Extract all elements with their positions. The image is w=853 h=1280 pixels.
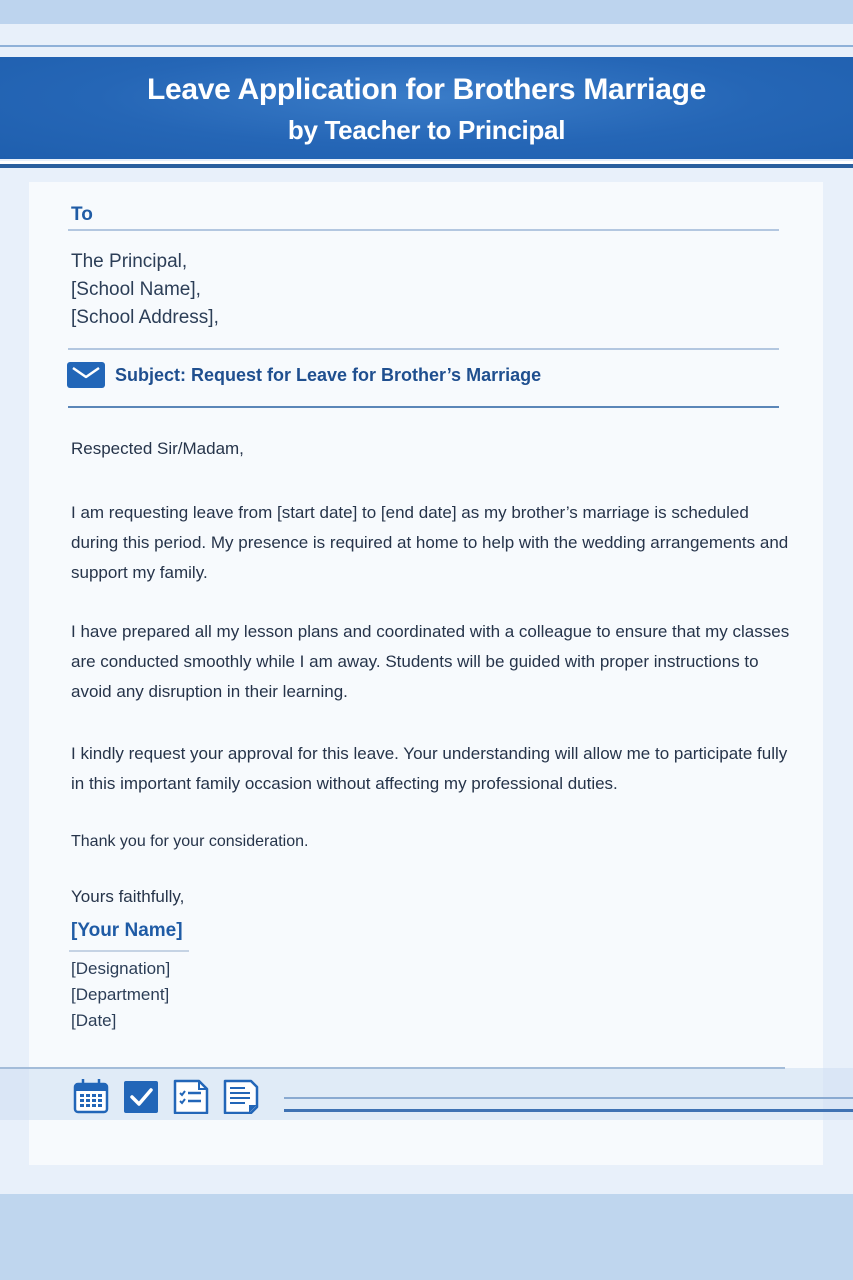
envelope-icon <box>67 362 105 388</box>
body-paragraph: I am requesting leave from [start date] to [end date] as my brother’s marriage is scheduled during this period. My presence is required at home to help with the wedding arrangements and support my family. <box>71 503 789 582</box>
letter-sheet <box>29 182 823 1165</box>
top-divider <box>0 45 853 47</box>
closing-line: Yours faithfully, <box>71 887 185 906</box>
address-divider <box>68 348 779 350</box>
recipient-line: The Principal, <box>71 251 188 272</box>
department-line: [Department] <box>71 985 170 1004</box>
body-paragraph: I kindly request your approval for this leave. Your understanding will allow me to participate fully in this important family occasion without affecting my professional duties. <box>71 744 788 793</box>
checkbox-checked-icon <box>123 1078 159 1114</box>
checklist-document-icon <box>173 1078 209 1114</box>
footer-icons <box>73 1078 259 1114</box>
salutation: Respected Sir/Madam, <box>71 439 244 458</box>
page-subtitle: by Teacher to Principal <box>287 115 566 145</box>
footer-rule-thick <box>284 1109 853 1112</box>
recipient-address <box>71 248 219 332</box>
subject-divider <box>68 406 779 408</box>
recipient-line: [School Name], <box>71 279 201 300</box>
thanks-line: Thank you for your consideration. <box>71 833 309 850</box>
subject-row <box>67 362 541 388</box>
header-banner <box>0 57 853 159</box>
footer-divider <box>0 1067 785 1069</box>
sender-name: [Your Name] <box>71 920 183 941</box>
body-paragraph: I have prepared all my lesson plans and coordinated with a colleague to ensure that my classes are conducted smoothly while I am away. Students will be guided with proper instructions to avoid any disruption in their learning. <box>71 622 790 701</box>
designation-line: [Designation] <box>71 959 171 978</box>
footer-rule-thin <box>284 1097 853 1099</box>
to-label: To <box>71 204 93 225</box>
to-divider <box>68 229 779 231</box>
name-underline <box>69 950 189 952</box>
subject-line: Subject: Request for Leave for Brother’s Marriage <box>115 364 542 385</box>
text-document-icon <box>223 1078 259 1114</box>
banner-divider-dark <box>0 164 853 168</box>
calendar-icon <box>73 1078 109 1114</box>
page-title: Leave Application for Brothers Marriage <box>147 73 706 106</box>
recipient-line: [School Address], <box>71 307 219 328</box>
top-strip <box>0 0 853 24</box>
date-line: [Date] <box>71 1011 117 1030</box>
signature-block <box>71 956 170 1034</box>
